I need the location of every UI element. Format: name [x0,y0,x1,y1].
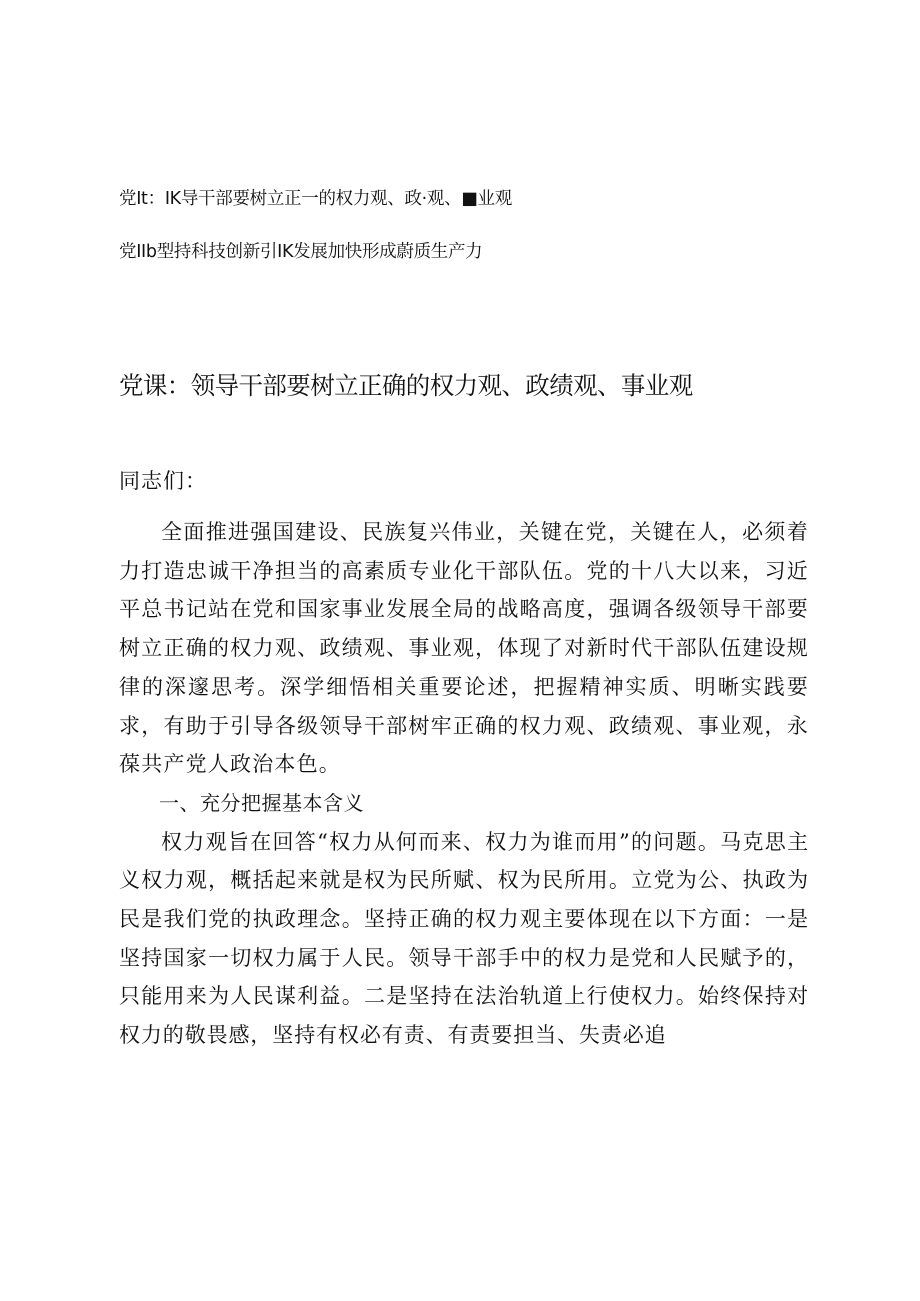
toc-item: 党It：IK导干部要树立正一的权力观、政·观、■业观 [119,189,512,209]
toc-item: 党IIb型持科技创新引IK发展加快形成蔚质生产力 [119,242,483,262]
section-heading: 一、充分把握基本含义 [159,790,364,815]
section-paragraph: 权力观旨在回答“权力从何而来、权力为谁而用”的问题。马克思主义权力观，概括起来就是权为民所赋、权为民所用。立党为公、执政为民是我们党的执政理念。坚持正确的权力观主要体现在以下方面：一是坚持国家一切权力属于人民。领导干部手中的权力是党和人民赋予的，只能用来为人民谋利益。二是坚持在法治轨道上行使权力。始终保持对权力的敬畏感，坚持有权必有责、有责要担当、失责必追 [119,829,809,1048]
table-of-contents [119,186,839,267]
salutation: 同志们： [119,469,207,493]
intro-paragraph: 全面推进强国建设、民族复兴伟业，关键在党，关键在人，必须着力打造忠诚干净担当的高素质专业化干部队伍。党的十八大以来，习近平总书记站在党和国家事业发展全局的战略高度，强调各级领导干部要树立正确的权力观、政绩观、事业观，体现了对新时代干部队伍建设规律的深邃思考。深学细悟相关重要论述，把握精神实质、明晰实践要求，有助于引导各级领导干部树牢正确的权力观、政绩观、事业观，永葆共产党人政治本色。 [119,520,809,777]
document-body [119,462,809,1055]
document-title: 党课：领导干部要树立正确的权力观、政绩观、事业观 [119,371,693,400]
